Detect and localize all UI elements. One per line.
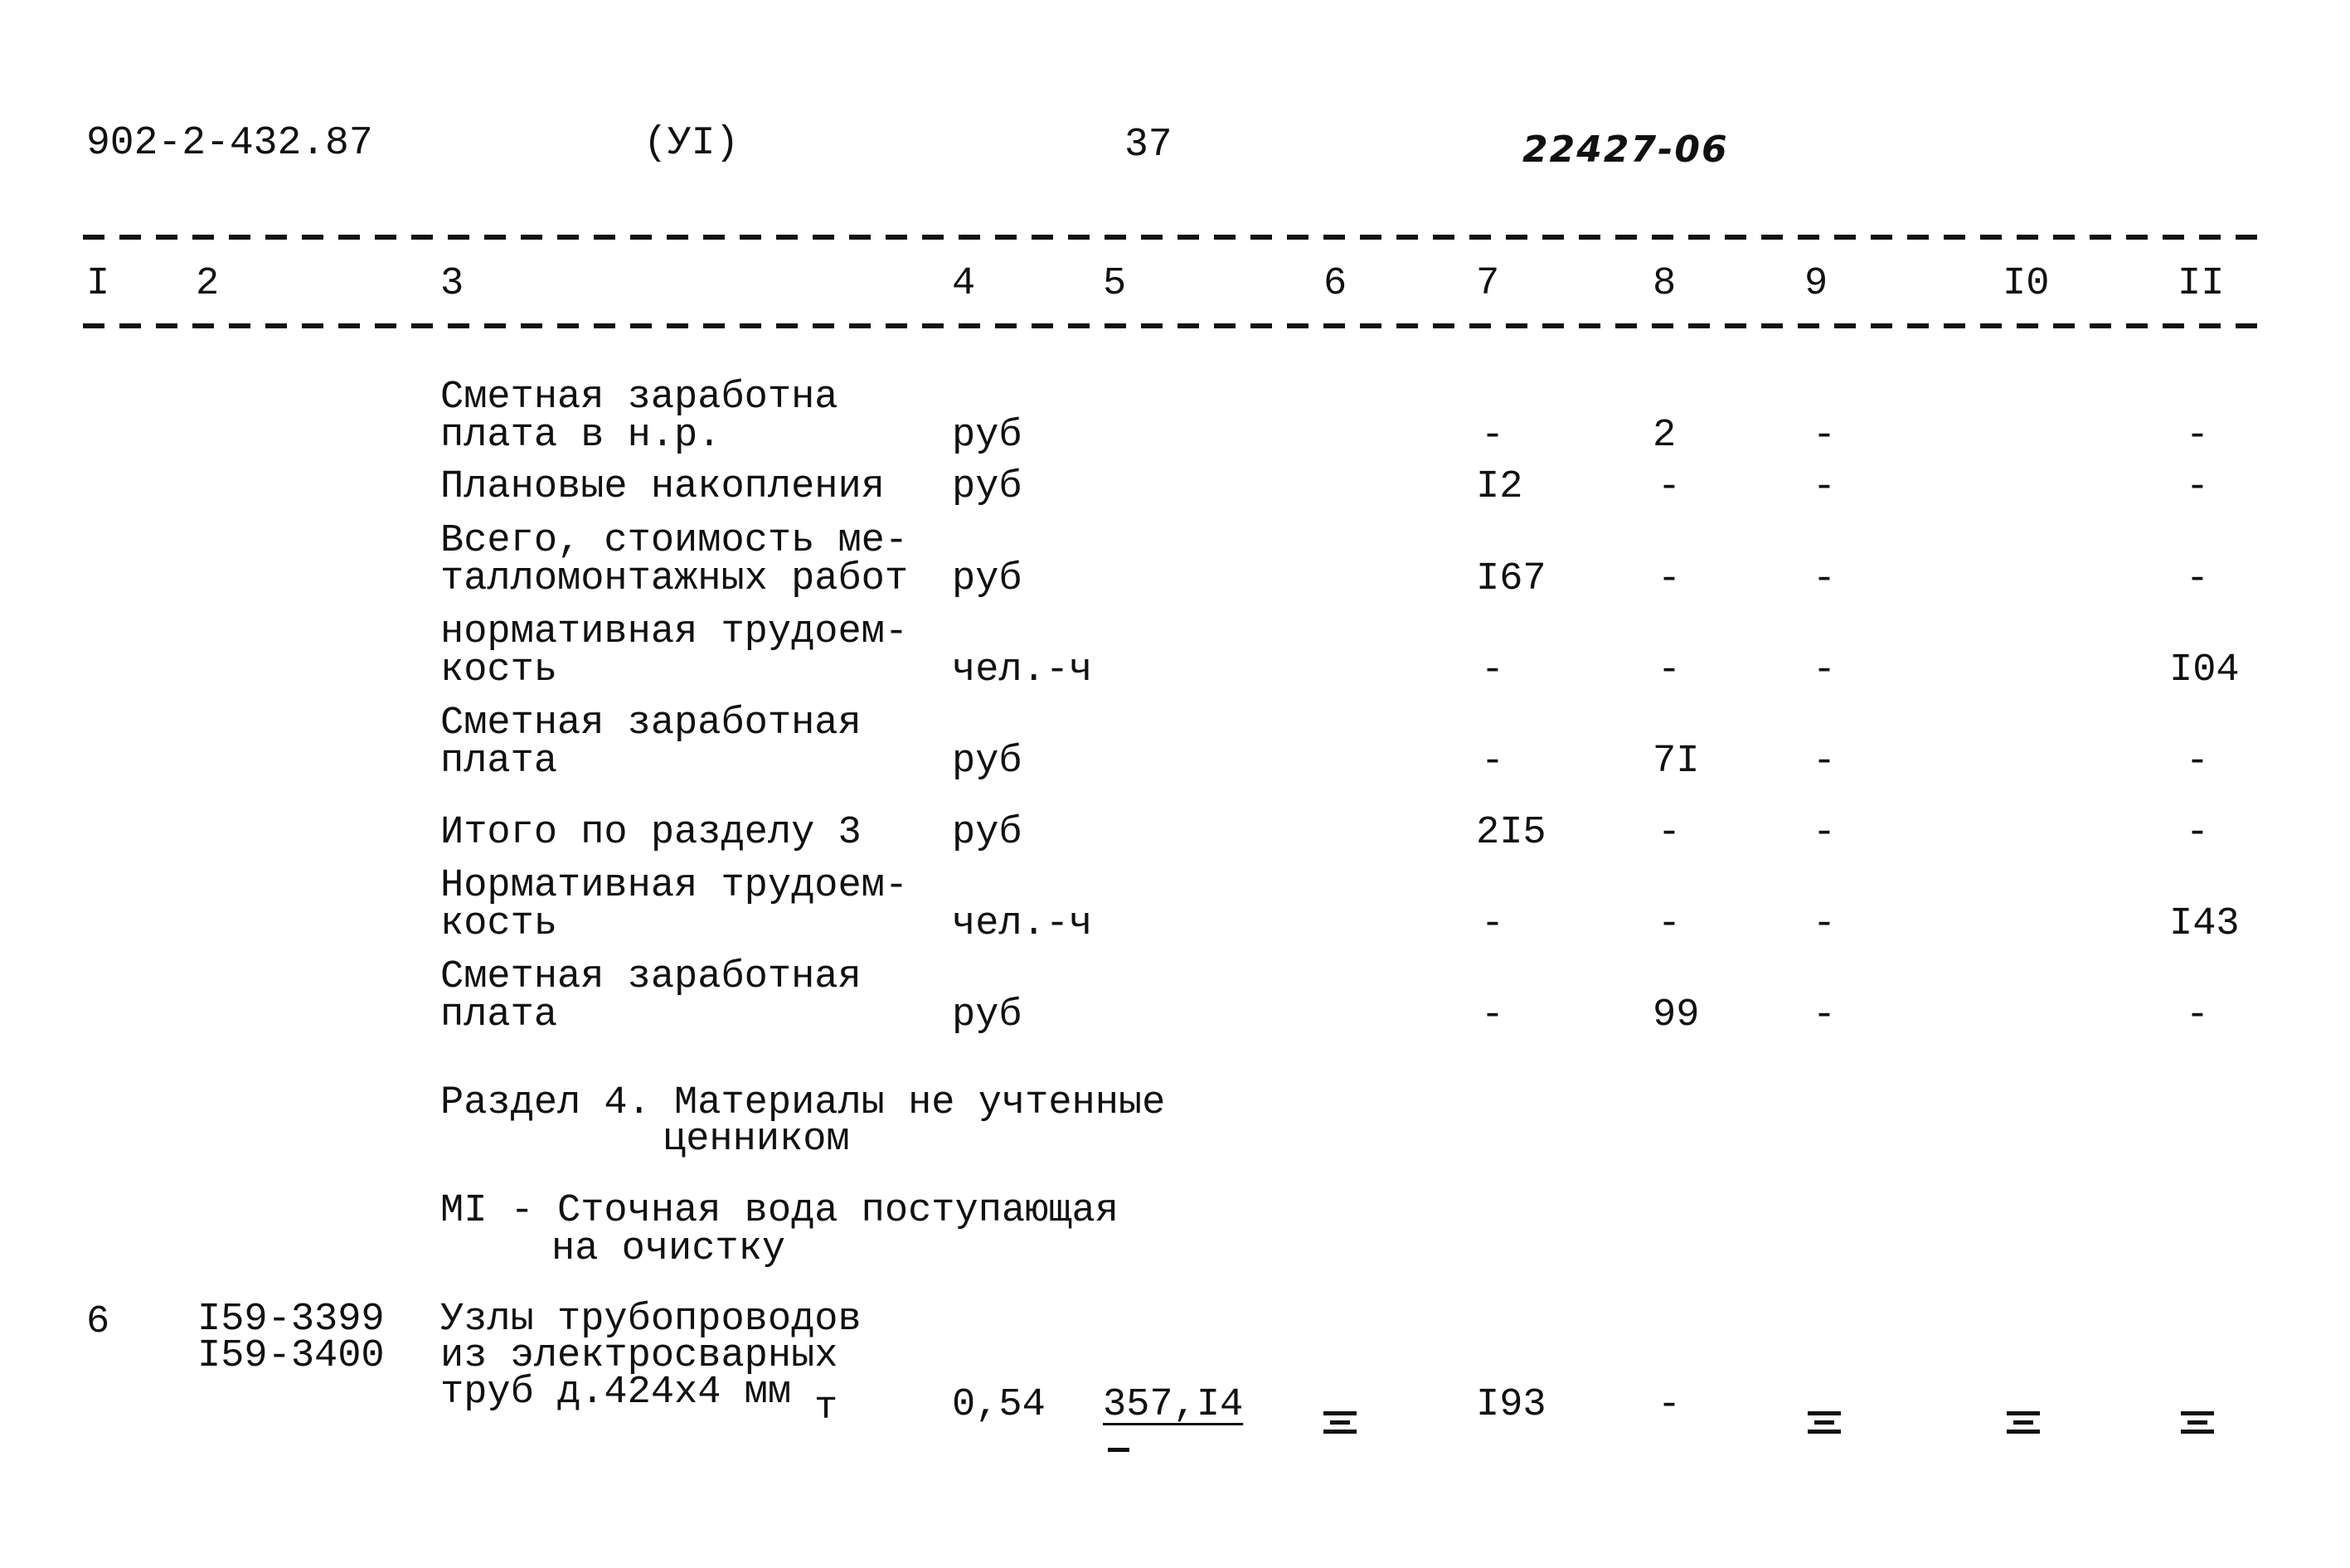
item-number: 6: [86, 1300, 110, 1344]
row-col9: -: [1812, 902, 1837, 946]
row-label: Сметная заработна плата в н.р.: [440, 376, 838, 458]
bottom-dashed-rule: [83, 323, 2272, 328]
column-header-8: 8: [1653, 262, 1677, 306]
row-unit: руб: [952, 993, 1022, 1037]
item-description: Узлы трубопроводов из электросварных труб д.424х4 мм: [440, 1298, 862, 1415]
column-header-9: 9: [1804, 262, 1828, 306]
column-header-2: 2: [196, 262, 220, 306]
item-col8: -: [1657, 1383, 1682, 1427]
item-unit-price: 357,I4: [1103, 1383, 1244, 1427]
top-dashed-rule: [83, 235, 2272, 240]
row-col11: -: [2185, 993, 2210, 1037]
row-col8: 99: [1653, 993, 1700, 1037]
row-col11: -: [2185, 465, 2210, 509]
row-col7: -: [1480, 648, 1505, 692]
row-col7: I67: [1476, 557, 1546, 601]
handwritten-stamp: 22427-06: [1522, 129, 1729, 171]
col6-total-mark: [1323, 1411, 1357, 1436]
row-col7: I2: [1476, 465, 1523, 509]
row-col7: -: [1480, 740, 1505, 784]
part-number: (УI): [643, 121, 740, 166]
row-col11: -: [2185, 740, 2210, 784]
row-label: Сметная заработная плата: [440, 955, 862, 1037]
row-col9: -: [1812, 811, 1837, 855]
row-col8: 7I: [1653, 740, 1700, 784]
row-label: нормативная трудоем- кость: [440, 610, 909, 692]
row-col11: I04: [2169, 648, 2240, 692]
col10-total-mark: [2007, 1411, 2040, 1436]
row-col9: -: [1812, 648, 1837, 692]
row-unit: руб: [952, 740, 1022, 784]
row-col9: -: [1812, 557, 1837, 601]
m1-heading-cont: на очистку: [551, 1227, 786, 1271]
row-unit: чел.-ч: [952, 902, 1093, 946]
row-unit: руб: [952, 811, 1022, 855]
row-col11: -: [2185, 557, 2210, 601]
column-header-11: II: [2178, 262, 2225, 306]
row-col9: -: [1812, 993, 1837, 1037]
document-code: 902-2-432.87: [86, 121, 373, 166]
row-col8: -: [1657, 465, 1682, 509]
col11-total-mark: [2181, 1411, 2214, 1436]
column-header-5: 5: [1103, 262, 1127, 306]
page-number: 37: [1124, 123, 1173, 167]
item-unit: т: [814, 1386, 838, 1430]
row-col11: -: [2185, 414, 2210, 458]
column-header-10: I0: [2003, 262, 2050, 306]
row-unit: руб: [952, 414, 1022, 458]
m1-heading: MI - Сточная вода поступающая: [440, 1189, 1119, 1233]
row-unit: руб: [952, 557, 1022, 601]
row-col8: -: [1657, 648, 1682, 692]
row-label: Плановые накопления: [440, 465, 885, 509]
row-col11: I43: [2169, 902, 2240, 946]
column-header-1: I: [86, 262, 110, 306]
column-header-4: 4: [952, 262, 976, 306]
section-4-heading-cont: ценником: [663, 1118, 850, 1162]
section-4-heading: Раздел 4. Материалы не учтенные: [440, 1081, 1166, 1125]
row-col9: -: [1812, 414, 1837, 458]
column-header-3: 3: [440, 262, 464, 306]
row-col7: -: [1480, 993, 1505, 1037]
row-col7: 2I5: [1476, 811, 1546, 855]
row-col7: -: [1480, 414, 1505, 458]
row-col8: 2: [1653, 414, 1677, 458]
row-col9: -: [1812, 740, 1837, 784]
column-header-6: 6: [1323, 262, 1347, 306]
row-col11: -: [2185, 811, 2210, 855]
row-col8: -: [1657, 557, 1682, 601]
row-col8: -: [1657, 902, 1682, 946]
col9-total-mark: [1808, 1411, 1841, 1436]
row-col8: -: [1657, 811, 1682, 855]
item-col7: I93: [1476, 1383, 1546, 1427]
price-subline-mark: [1108, 1448, 1129, 1452]
item-price-codes: I59-3399 I59-3400: [197, 1298, 385, 1378]
row-label: Сметная заработная плата: [440, 701, 862, 784]
row-col7: -: [1480, 902, 1505, 946]
row-col9: -: [1812, 465, 1837, 509]
row-unit: чел.-ч: [952, 648, 1093, 692]
row-unit: руб: [952, 465, 1022, 509]
item-quantity: 0,54: [952, 1383, 1046, 1427]
row-label: Нормативная трудоем- кость: [440, 864, 909, 946]
column-header-7: 7: [1476, 262, 1500, 306]
row-label: Всего, стоимость ме- талломонтажных работ: [440, 519, 909, 601]
row-label: Итого по разделу 3: [440, 811, 862, 855]
